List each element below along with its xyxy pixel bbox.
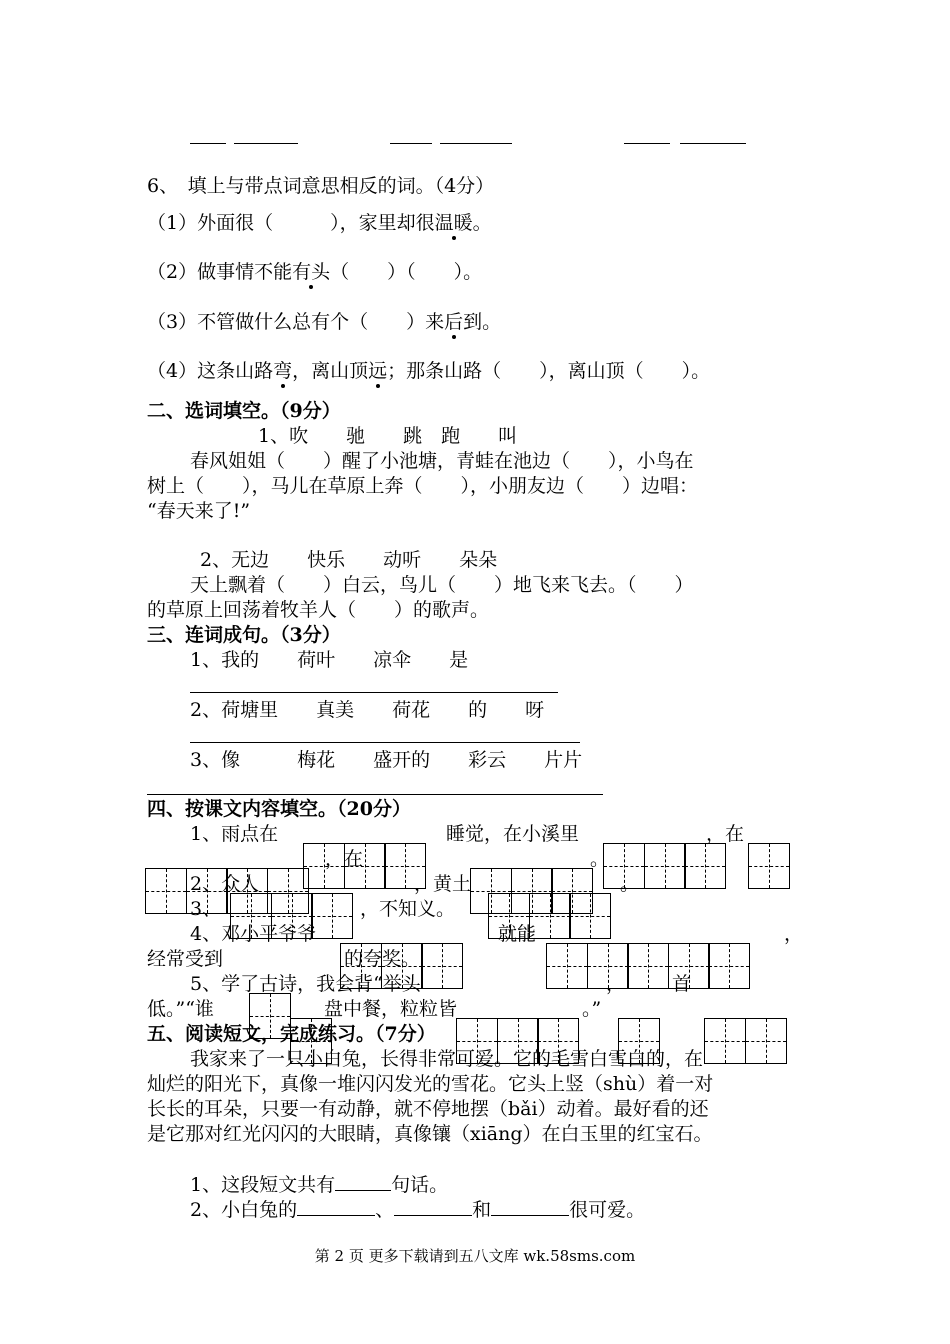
fill-text: 。” xyxy=(582,998,602,1020)
text: （ ）（ ）。 xyxy=(330,261,483,283)
fill-text: 经常受到 xyxy=(147,948,224,970)
writing-grid[interactable] xyxy=(303,843,425,889)
q6-line-3 xyxy=(147,311,501,333)
grid-cell[interactable] xyxy=(546,943,588,989)
fill-text: 4、邓小平爷爷 xyxy=(190,923,317,945)
fill-text: ， xyxy=(606,973,626,995)
reading-passage-line: 我家来了一只小白兔，长得非常可爱。它的毛雪白雪白的，在 xyxy=(190,1048,704,1070)
answer-line xyxy=(190,742,580,743)
writing-grid[interactable] xyxy=(230,893,352,939)
blank-line xyxy=(680,143,746,144)
dotted-word: 有头 xyxy=(292,261,331,283)
text: （1）外面很（ ），家里却很 xyxy=(147,212,435,234)
grid-cell[interactable] xyxy=(421,943,463,989)
blank-line xyxy=(234,143,298,144)
paragraph-line: 天上飘着（ ）白云，鸟儿（ ）地飞来飞去。（ ） xyxy=(190,574,694,596)
fill-text: 的夸奖。 xyxy=(344,948,421,970)
text: ，离山顶 xyxy=(292,360,369,382)
blank-line xyxy=(440,143,512,144)
blank-line xyxy=(624,143,670,144)
text: 到。 xyxy=(463,311,502,333)
fill-text: 。 xyxy=(590,848,610,870)
dotted-word: 温暖 xyxy=(434,212,473,234)
grid-cell[interactable] xyxy=(569,893,611,939)
fill-text: 盘中餐，粒粒皆 xyxy=(324,998,458,1020)
text: ；那条山路（ ），离山顶（ ）。 xyxy=(387,360,711,382)
grid-cell[interactable] xyxy=(145,868,187,914)
grid-cell[interactable] xyxy=(745,1018,787,1064)
section-3-heading: 三、连词成句。（3分） xyxy=(147,624,341,646)
word-list-2: 2、无边 快乐 动听 朵朵 xyxy=(200,549,498,571)
text: （2）做事情不能 xyxy=(147,261,293,283)
dotted-word: 后 xyxy=(444,311,464,333)
fill-text: 首 xyxy=(672,973,692,995)
text: 1、这段短文共有 xyxy=(190,1174,336,1196)
text: 、 xyxy=(375,1199,395,1221)
page-footer: 第 2 页 更多下载请到五八文库 wk.58sms.com xyxy=(314,1247,636,1265)
section-2-heading: 二、选词填空。（9分） xyxy=(147,400,341,422)
grid-cell[interactable] xyxy=(230,893,272,939)
dotted-word: 弯 xyxy=(273,360,293,382)
word-list-1: 1、吹 驰 跳 跑 叫 xyxy=(258,425,518,447)
fill-text: 5、学了古诗，我会背“举头 xyxy=(190,973,421,995)
grid-cell[interactable] xyxy=(340,943,382,989)
text: 。 xyxy=(472,212,492,234)
fill-text: ，黄土 xyxy=(414,873,472,895)
reading-question-1 xyxy=(190,1172,448,1196)
fill-text: ，不知义。 xyxy=(360,898,456,920)
text: （4）这条山路 xyxy=(147,360,274,382)
grid-cell[interactable] xyxy=(344,843,386,889)
fill-text: 睡觉，在小溪里 xyxy=(446,823,580,845)
fill-text: 低。”“谁 xyxy=(147,998,214,1020)
grid-cell[interactable] xyxy=(529,893,571,939)
text: 很可爱。 xyxy=(569,1199,646,1221)
paragraph-line: “春天来了!” xyxy=(147,500,251,522)
answer-line xyxy=(147,794,603,795)
answer-blank[interactable] xyxy=(394,1197,472,1216)
text: 句话。 xyxy=(391,1174,449,1196)
grid-cell[interactable] xyxy=(311,893,353,939)
grid-cell[interactable] xyxy=(748,843,790,889)
grid-cell[interactable] xyxy=(708,943,750,989)
grid-cell[interactable] xyxy=(603,843,645,889)
paragraph-line: 春风姐姐（ ）醒了小池塘，青蛙在池边（ ），小鸟在 xyxy=(190,450,694,472)
text: 2、小白兔的 xyxy=(190,1199,298,1221)
writing-grid[interactable] xyxy=(603,843,725,889)
text: 和 xyxy=(472,1199,492,1221)
fill-text: 1、雨点在 xyxy=(190,823,279,845)
q6-line-4 xyxy=(147,360,710,382)
writing-grid[interactable] xyxy=(488,893,610,939)
writing-grid[interactable] xyxy=(340,943,462,989)
grid-cell[interactable] xyxy=(488,893,530,939)
grid-cell[interactable] xyxy=(704,1018,746,1064)
sentence-item-2: 2、荷塘里 真美 荷花 的 呀 xyxy=(190,699,545,721)
grid-cell[interactable] xyxy=(644,843,686,889)
writing-grid[interactable] xyxy=(704,1018,785,1064)
fill-text: 2、众人 xyxy=(190,873,260,895)
dotted-word: 远 xyxy=(368,360,388,382)
fill-text: ，在 xyxy=(706,823,745,845)
reading-question-2 xyxy=(190,1197,645,1221)
fill-text: 就能 xyxy=(498,923,537,945)
grid-cell[interactable] xyxy=(303,843,345,889)
answer-blank[interactable] xyxy=(297,1197,375,1216)
writing-grid[interactable] xyxy=(546,943,749,989)
answer-blank[interactable] xyxy=(491,1197,569,1216)
fill-text: ， xyxy=(784,923,804,945)
grid-cell[interactable] xyxy=(186,868,228,914)
reading-passage-line: 长长的耳朵，只要一有动静，就不停地摆（bǎi）动着。最好看的还 xyxy=(147,1098,709,1120)
fill-text: 。 xyxy=(620,873,640,895)
fill-text: 3、 xyxy=(190,898,222,920)
blank-line xyxy=(190,143,226,144)
section-5-heading: 五、阅读短文，完成练习。（7分） xyxy=(147,1023,436,1045)
answer-blank[interactable] xyxy=(335,1172,391,1191)
sentence-item-3: 3、像 梅花 盛开的 彩云 片片 xyxy=(190,749,583,771)
q6-line-2 xyxy=(147,261,482,283)
section-4-heading: 四、按课文内容填空。（20分） xyxy=(147,798,411,820)
sentence-item-1: 1、我的 荷叶 凉伞 是 xyxy=(190,649,469,671)
writing-grid[interactable] xyxy=(748,843,789,889)
grid-cell[interactable] xyxy=(384,843,426,889)
answer-line xyxy=(190,692,558,693)
blank-line xyxy=(390,143,432,144)
grid-cell[interactable] xyxy=(684,843,726,889)
grid-cell[interactable] xyxy=(627,943,669,989)
grid-cell[interactable] xyxy=(668,943,710,989)
q6-line-1 xyxy=(147,212,492,234)
grid-cell[interactable] xyxy=(381,943,423,989)
text: （3）不管做什么总有个（ ）来 xyxy=(147,311,445,333)
grid-cell[interactable] xyxy=(271,893,313,939)
paragraph-line: 的草原上回荡着牧羊人（ ）的歌声。 xyxy=(147,599,490,621)
fill-text: ，在 xyxy=(325,848,364,870)
q6-heading: 6、 填上与带点词意思相反的词。（4分） xyxy=(147,175,495,197)
reading-passage-line: 灿烂的阳光下，真像一堆闪闪发光的雪花。它头上竖（shù）着一对 xyxy=(147,1073,714,1095)
paragraph-line: 树上（ ），马儿在草原上奔（ ），小朋友边（ ）边唱： xyxy=(147,475,699,497)
grid-cell[interactable] xyxy=(587,943,629,989)
reading-passage-line: 是它那对红光闪闪的大眼睛，真像镶（xiāng）在白玉里的红宝石。 xyxy=(147,1123,713,1145)
